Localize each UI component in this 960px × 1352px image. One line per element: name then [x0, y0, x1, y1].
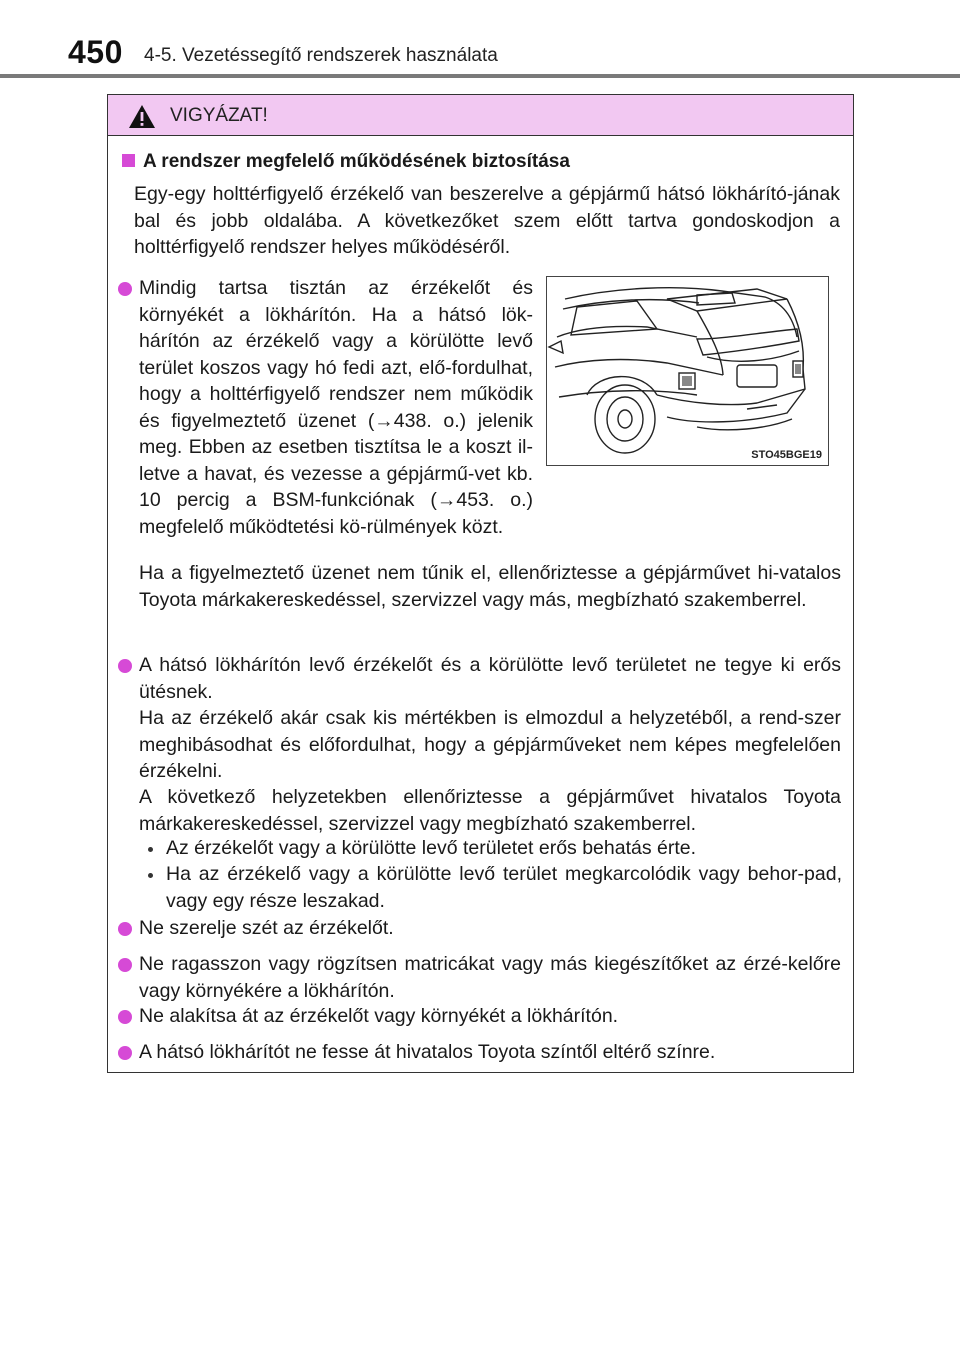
- round-bullet-icon: [118, 659, 132, 673]
- caution-heading: [122, 151, 570, 173]
- round-bullet-icon: [118, 282, 132, 296]
- warning-triangle-icon: [128, 104, 156, 129]
- caution-header: [108, 95, 853, 136]
- round-bullet-icon: [118, 922, 132, 936]
- list-item: Ne szerelje szét az érzékelőt.: [139, 917, 394, 939]
- square-bullet-icon: [122, 154, 135, 167]
- page-header: [0, 0, 960, 80]
- page-number: 450: [68, 34, 123, 70]
- sub-list-item: Ha az érzékelő vagy a körülötte levő terület megkarcolódik vagy behor-pad, vagy egy része leszakad.: [166, 863, 842, 912]
- list-item: Ne alakítsa át az érzékelőt vagy környékét a lökhárítón.: [139, 1005, 619, 1027]
- round-bullet-icon: [118, 1010, 132, 1024]
- list-item: A hátsó lökhárítót ne fesse át hivatalos Toyota színtől eltérő színre.: [139, 1041, 716, 1063]
- list-item-continuation: Ha a figyelmeztető üzenet nem tűnik el, ellenőriztesse a gépjárművet hi-vatalos Toyota márkakereskedéssel, szervizzel vagy más, megbízható szakemberrel.: [139, 562, 841, 611]
- section-title: 4-5. Vezetéssegítő rendszerek használata: [144, 45, 498, 66]
- caution-label: VIGYÁZAT!: [170, 105, 268, 126]
- caution-heading-text: A rendszer megfelelő működésének biztosítása: [143, 151, 570, 172]
- car-rear-illustration: [547, 277, 828, 465]
- list-item: Ne ragasszon vagy rögzítsen matricákat vagy más kiegészítőket az érzé-kelőre vagy környékére a lökhárítón.: [139, 953, 841, 1002]
- car-rear-figure: [546, 276, 829, 466]
- sub-list-item: Az érzékelőt vagy a körülötte levő területet erős behatás érte.: [166, 837, 697, 859]
- sub-bullet-dot-icon: [148, 873, 153, 878]
- list-item-paragraph: Ha az érzékelő akár csak kis mértékben is elmozdul a helyzetéből, a rend-szer meghibásodhat és előfordulhat, hogy a gépjárműveket nem képes megfelelően érzékelni.: [139, 707, 841, 782]
- caution-box: [107, 94, 854, 1073]
- list-item: A hátsó lökhárítón levő érzékelőt és a körülötte levő területet ne tegye ki erős ütésnek.: [139, 654, 841, 703]
- round-bullet-icon: [118, 1046, 132, 1060]
- figure-code: STO45BGE19: [751, 449, 822, 461]
- list-item-paragraph: A következő helyzetekben ellenőriztesse a gépjárművet hivatalos Toyota márkakereskedéssel, szervizzel vagy megbízható szakemberrel.: [139, 786, 841, 835]
- round-bullet-icon: [118, 958, 132, 972]
- header-rule: [0, 74, 960, 78]
- list-item: Mindig tartsa tisztán az érzékelőt és környékét a lökhárítón. Ha a hátsó lök-hárítón az érzékelő vagy a körülötte levő terület koszos vagy hó fedi azt, elő-fordulhat, hogy a holttérfigyelő rendszer nem működik és figyelmeztető üzenet (→438. o.) jelenik meg. Ebben az esetben tisztítsa le a koszt il-letve a havat, és vezesse a gépjármű-vet kb. 10 percig a BSM-funkciónak (→453. o.) megfelelő működtetési kö-rülmények közt.: [139, 277, 533, 538]
- caution-intro: Egy-egy holttérfigyelő érzékelő van beszerelve a gépjármű hátsó lökhárító-jának bal és jobb oldalába. A következőket szem előtt tartva gondoskodjon a holttérfigyelő rendszer helyes működéséről.: [134, 183, 840, 258]
- sub-bullet-dot-icon: [148, 847, 153, 852]
